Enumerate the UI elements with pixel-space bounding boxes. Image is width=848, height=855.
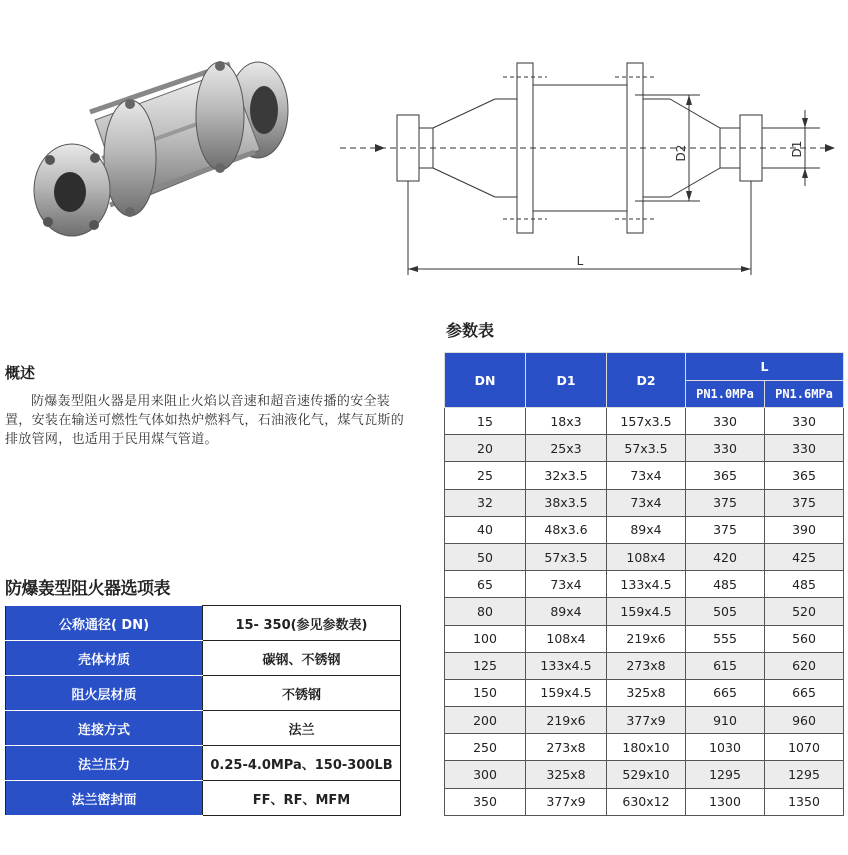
cell-d1: 89x4 <box>526 598 607 625</box>
cell-pn16: 960 <box>765 707 844 734</box>
cell-pn10: 665 <box>686 679 765 706</box>
header-d2: D2 <box>607 353 686 408</box>
cell-pn10: 330 <box>686 435 765 462</box>
options-table-title: 防爆轰型阻火器选项表 <box>5 579 170 599</box>
cell-dn: 100 <box>445 625 526 652</box>
cell-d2: 157x3.5 <box>607 408 686 435</box>
option-key: 连接方式 <box>6 711 203 746</box>
cell-d1: 25x3 <box>526 435 607 462</box>
cell-dn: 200 <box>445 707 526 734</box>
table-row <box>445 707 844 734</box>
cell-d1: 325x8 <box>526 761 607 788</box>
cell-d1: 38x3.5 <box>526 489 607 516</box>
option-key: 壳体材质 <box>6 641 203 676</box>
cell-dn: 125 <box>445 652 526 679</box>
overview-text: 防爆轰型阻火器是用来阻止火焰以音速和超音速传播的安全装置，安装在输送可燃性气体如热炉燃料气，石油液化气，煤气瓦斯的排放管网，也适用于民用煤气管道。 <box>5 394 405 447</box>
options-row <box>6 606 401 641</box>
table-row <box>445 652 844 679</box>
cell-d1: 57x3.5 <box>526 543 607 570</box>
cell-pn16: 485 <box>765 571 844 598</box>
cell-pn10: 910 <box>686 707 765 734</box>
table-row <box>445 625 844 652</box>
table-row <box>445 462 844 489</box>
cell-d2: 219x6 <box>607 625 686 652</box>
cell-pn16: 520 <box>765 598 844 625</box>
option-value: FF、RF、MFM <box>203 781 401 816</box>
cell-d1: 73x4 <box>526 571 607 598</box>
params-table <box>444 352 844 816</box>
options-table <box>5 605 401 816</box>
cell-d2: 73x4 <box>607 462 686 489</box>
option-key: 法兰密封面 <box>6 781 203 816</box>
header-pn16: PN1.6MPa <box>765 381 844 408</box>
cell-d2: 133x4.5 <box>607 571 686 598</box>
cell-dn: 300 <box>445 761 526 788</box>
cell-pn10: 1300 <box>686 788 765 815</box>
cell-d2: 630x12 <box>607 788 686 815</box>
cell-pn10: 365 <box>686 462 765 489</box>
cell-pn16: 390 <box>765 516 844 543</box>
cell-pn16: 365 <box>765 462 844 489</box>
cell-d1: 159x4.5 <box>526 679 607 706</box>
cell-dn: 350 <box>445 788 526 815</box>
cell-pn10: 420 <box>686 543 765 570</box>
cell-d2: 159x4.5 <box>607 598 686 625</box>
table-row <box>445 788 844 815</box>
table-row <box>445 435 844 462</box>
option-value: 法兰 <box>203 711 401 746</box>
header-l: L <box>686 353 844 381</box>
cell-pn16: 665 <box>765 679 844 706</box>
cell-d2: 108x4 <box>607 543 686 570</box>
cell-d2: 89x4 <box>607 516 686 543</box>
cell-d1: 18x3 <box>526 408 607 435</box>
cell-pn16: 1070 <box>765 734 844 761</box>
cell-d1: 133x4.5 <box>526 652 607 679</box>
cell-pn10: 375 <box>686 516 765 543</box>
cell-pn16: 330 <box>765 435 844 462</box>
d1-label: D1 <box>790 140 804 158</box>
option-value: 15- 350(参见参数表) <box>203 606 401 641</box>
table-row <box>445 516 844 543</box>
cell-d1: 377x9 <box>526 788 607 815</box>
table-row <box>445 408 844 435</box>
cell-dn: 250 <box>445 734 526 761</box>
cell-pn16: 330 <box>765 408 844 435</box>
cell-dn: 80 <box>445 598 526 625</box>
table-row <box>445 734 844 761</box>
cell-pn10: 1030 <box>686 734 765 761</box>
cell-pn16: 375 <box>765 489 844 516</box>
table-row <box>445 679 844 706</box>
options-row <box>6 746 401 781</box>
options-row <box>6 711 401 746</box>
cell-d1: 273x8 <box>526 734 607 761</box>
params-table-title: 参数表 <box>446 321 495 340</box>
cell-pn10: 375 <box>686 489 765 516</box>
cell-pn16: 560 <box>765 625 844 652</box>
header-d1: D1 <box>526 353 607 408</box>
options-row <box>6 641 401 676</box>
cell-pn10: 555 <box>686 625 765 652</box>
options-row <box>6 781 401 816</box>
cell-dn: 150 <box>445 679 526 706</box>
cell-pn16: 1295 <box>765 761 844 788</box>
cell-d2: 529x10 <box>607 761 686 788</box>
cell-d2: 180x10 <box>607 734 686 761</box>
product-photo <box>20 40 300 240</box>
table-row <box>445 543 844 570</box>
cell-dn: 40 <box>445 516 526 543</box>
cell-dn: 32 <box>445 489 526 516</box>
overview-title: 概述 <box>5 364 36 382</box>
dimension-drawing <box>335 55 835 290</box>
cell-pn10: 615 <box>686 652 765 679</box>
cell-pn16: 425 <box>765 543 844 570</box>
header-dn: DN <box>445 353 526 408</box>
cell-pn10: 485 <box>686 571 765 598</box>
header-pn10: PN1.0MPa <box>686 381 765 408</box>
cell-d1: 48x3.6 <box>526 516 607 543</box>
cell-d1: 32x3.5 <box>526 462 607 489</box>
cell-d2: 377x9 <box>607 707 686 734</box>
table-row <box>445 489 844 516</box>
cell-pn10: 505 <box>686 598 765 625</box>
cell-d1: 108x4 <box>526 625 607 652</box>
cell-d1: 219x6 <box>526 707 607 734</box>
options-row <box>6 676 401 711</box>
d2-label: D2 <box>674 144 688 162</box>
table-row <box>445 761 844 788</box>
cell-pn10: 330 <box>686 408 765 435</box>
option-value: 不锈钢 <box>203 676 401 711</box>
cell-d2: 325x8 <box>607 679 686 706</box>
table-row <box>445 571 844 598</box>
cell-dn: 20 <box>445 435 526 462</box>
cell-pn10: 1295 <box>686 761 765 788</box>
option-key: 阻火层材质 <box>6 676 203 711</box>
option-value: 0.25-4.0MPa、150-300LB <box>203 746 401 781</box>
cell-dn: 65 <box>445 571 526 598</box>
cell-d2: 73x4 <box>607 489 686 516</box>
option-value: 碳钢、不锈钢 <box>203 641 401 676</box>
cell-pn16: 1350 <box>765 788 844 815</box>
cell-d2: 273x8 <box>607 652 686 679</box>
table-row <box>445 598 844 625</box>
cell-pn16: 620 <box>765 652 844 679</box>
cell-dn: 25 <box>445 462 526 489</box>
cell-d2: 57x3.5 <box>607 435 686 462</box>
cell-dn: 15 <box>445 408 526 435</box>
option-key: 法兰压力 <box>6 746 203 781</box>
l-label: L <box>576 254 584 268</box>
option-key: 公称通径( DN) <box>6 606 203 641</box>
cell-dn: 50 <box>445 543 526 570</box>
